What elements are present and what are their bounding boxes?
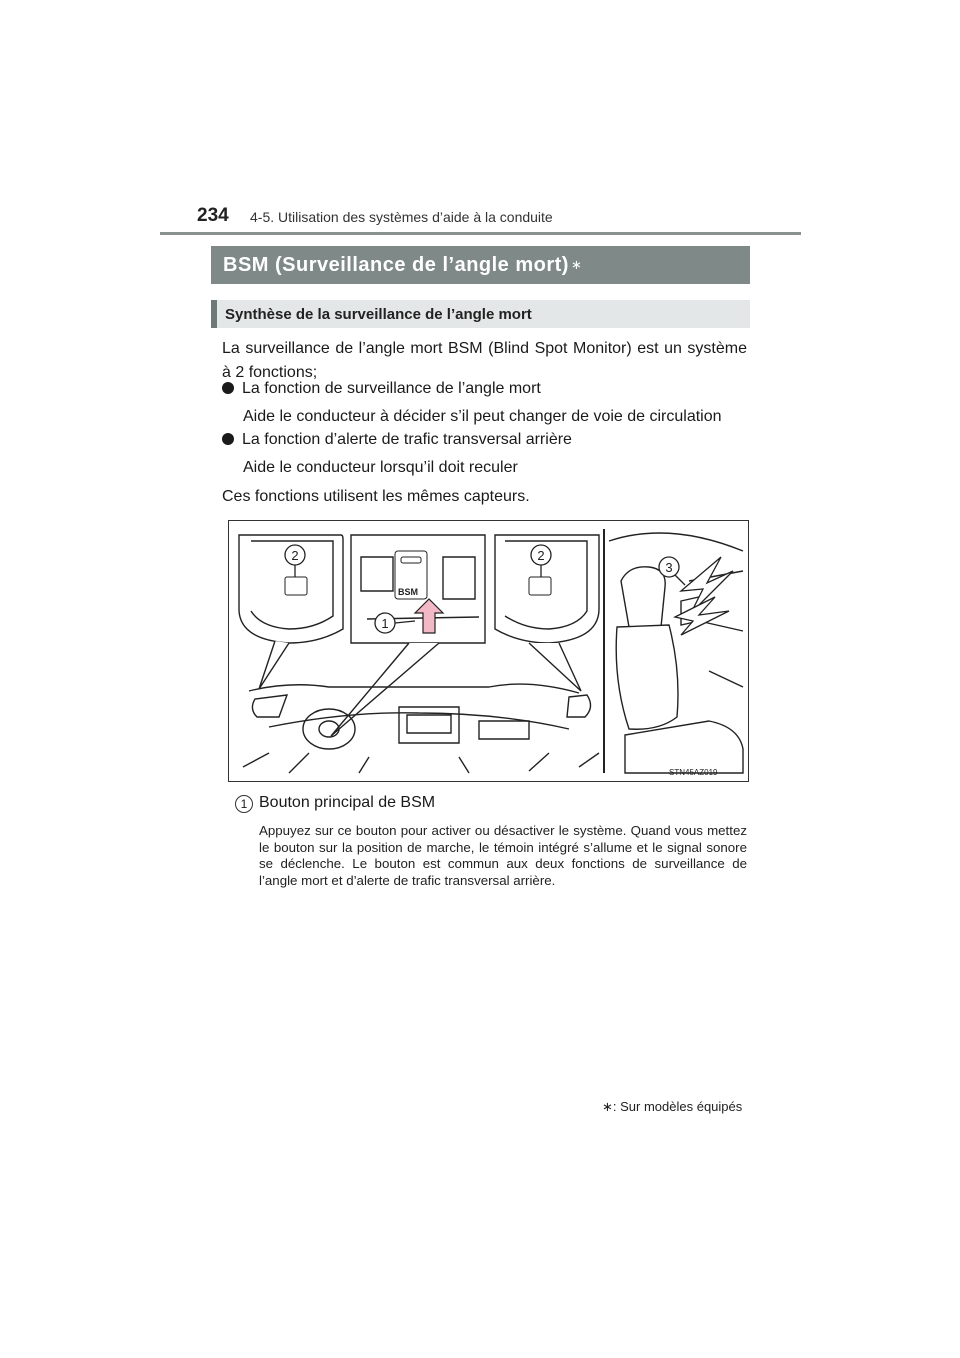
legend-description: Appuyez sur ce bouton pour activer ou désactiver le système. Quand vous mettez le bouton sur la position de marche, le témoin intégré s’allume et le signal sonore se déclenche. Le bouton est commun aux deux fonctions de surveillance de l’angle mort et d’alerte de trafic transversal arrière. xyxy=(259,823,747,888)
function-name: La fonction d’alerte de trafic transversal arrière xyxy=(242,431,572,448)
section-title: BSM (Surveillance de l’angle mort) xyxy=(223,253,569,276)
function-description: Aide le conducteur lorsqu’il doit reculer xyxy=(243,459,518,476)
function-item xyxy=(222,380,541,398)
section-title-bar xyxy=(211,246,750,284)
footnote xyxy=(602,1099,742,1115)
function-item xyxy=(222,431,572,449)
figure-code: STN45AZ019 xyxy=(669,768,718,777)
legend-label: Bouton principal de BSM xyxy=(259,794,436,811)
bsm-illustration xyxy=(228,520,749,782)
bullet-icon xyxy=(222,382,234,394)
callout-3: 3 xyxy=(665,560,673,575)
callout-1: 1 xyxy=(381,616,389,631)
illustration-svg xyxy=(229,521,747,780)
bullet-icon xyxy=(222,433,234,445)
header-rule xyxy=(160,232,801,235)
section-label: 4-5. Utilisation des systèmes d’aide à la conduite xyxy=(250,209,553,225)
footnote-text: : Sur modèles équipés xyxy=(612,1099,743,1114)
function-description: Aide le conducteur à décider s’il peut changer de voie de circulation xyxy=(243,408,722,425)
callout-2-left: 2 xyxy=(291,548,299,563)
function-name: La fonction de surveillance de l’angle mort xyxy=(242,380,541,397)
subsection-title: Synthèse de la surveillance de l’angle mort xyxy=(211,300,750,328)
intro-paragraph: La surveillance de l’angle mort BSM (Blind Spot Monitor) est un système à 2 fonctions; xyxy=(222,340,747,381)
bsm-button-label: BSM xyxy=(398,587,418,597)
legend-number-1: 1 xyxy=(235,795,253,813)
sensors-note: Ces fonctions utilisent les mêmes capteurs. xyxy=(222,488,530,505)
page-number: 234 xyxy=(197,205,229,226)
callout-2-right: 2 xyxy=(537,548,545,563)
asterisk-mark: ∗ xyxy=(570,257,583,272)
footnote-asterisk: ∗ xyxy=(602,1099,613,1114)
